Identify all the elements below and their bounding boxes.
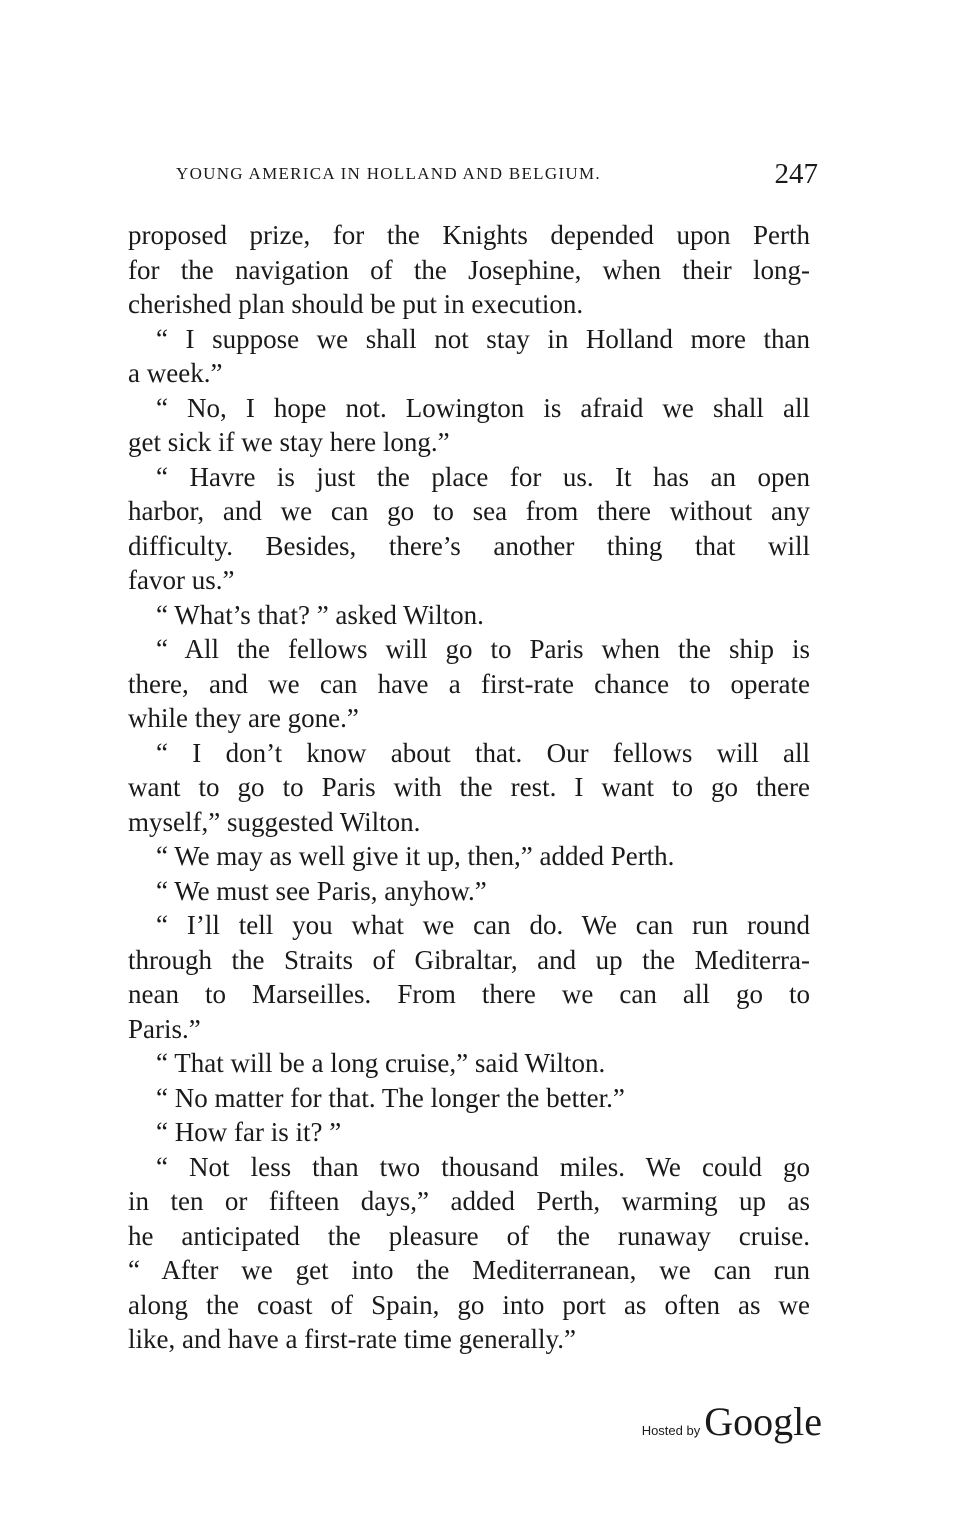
text-line: nean to Marseilles. From there we can all go to: [128, 979, 810, 1009]
text-line: a week.”: [128, 358, 223, 388]
text-line: “ No, I hope not. Lowington is afraid we shall all: [156, 392, 810, 423]
text-line: “ We may as well give it up, then,” added Perth.: [156, 841, 675, 871]
text-line: “ After we get into the Mediterranean, we can run: [128, 1255, 810, 1285]
text-line: “ Not less than two thousand miles. We could go: [156, 1151, 810, 1182]
text-line: “ I’ll tell you what we can do. We can run round: [156, 910, 810, 940]
text-line: harbor, and we can go to sea from there without any: [128, 496, 810, 526]
text-line: along the coast of Spain, go into port as often as we: [128, 1289, 810, 1320]
text-line: “ I don’t know about that. Our fellows will all: [156, 737, 810, 768]
google-logo: Google: [704, 1399, 822, 1444]
text-line: “ How far is it? ”: [156, 1117, 342, 1147]
page-number: 247: [774, 158, 818, 190]
text-line: want to go to Paris with the rest. I want to go there: [128, 772, 810, 802]
text-line: while they are gone.”: [128, 703, 359, 733]
text-line: proposed prize, for the Knights depended upon Perth: [128, 220, 810, 250]
hosted-by-footer: [642, 1398, 822, 1445]
text-line: Paris.”: [128, 1013, 201, 1044]
page-header: [128, 158, 818, 194]
text-line: like, and have a first-rate time generally.”: [128, 1324, 577, 1354]
text-line: “ That will be a long cruise,” said Wilton.: [156, 1048, 606, 1078]
text-line: “ No matter for that. The longer the better.”: [156, 1082, 625, 1113]
text-line: “ I suppose we shall not stay in Holland more than: [156, 323, 810, 354]
running-head: YOUNG AMERICA IN HOLLAND AND BELGIUM.: [176, 164, 601, 183]
text-line: myself,” suggested Wilton.: [128, 806, 421, 837]
text-line: difficulty. Besides, there’s another thing that will: [128, 530, 810, 561]
text-line: cherished plan should be put in execution.: [128, 289, 584, 319]
text-line: he anticipated the pleasure of the runaway cruise.: [128, 1220, 810, 1251]
text-line: through the Straits of Gibraltar, and up the Mediterra-: [128, 944, 810, 975]
text-line: “ We must see Paris, anyhow.”: [156, 875, 487, 906]
text-line: “ Havre is just the place for us. It has an open: [156, 461, 810, 492]
text-line: “ All the fellows will go to Paris when the ship is: [156, 634, 810, 664]
hosted-by-label: Hosted by: [641, 1423, 701, 1438]
text-line: in ten or fifteen days,” added Perth, warming up as: [128, 1186, 810, 1216]
body-text: [128, 218, 810, 1357]
text-line: favor us.”: [128, 565, 235, 595]
text-line: there, and we can have a first-rate chance to operate: [128, 668, 810, 699]
text-line: for the navigation of the Josephine, when their long-: [128, 254, 810, 285]
text-line: “ What’s that? ” asked Wilton.: [156, 599, 484, 630]
text-line: get sick if we stay here long.”: [128, 427, 450, 457]
